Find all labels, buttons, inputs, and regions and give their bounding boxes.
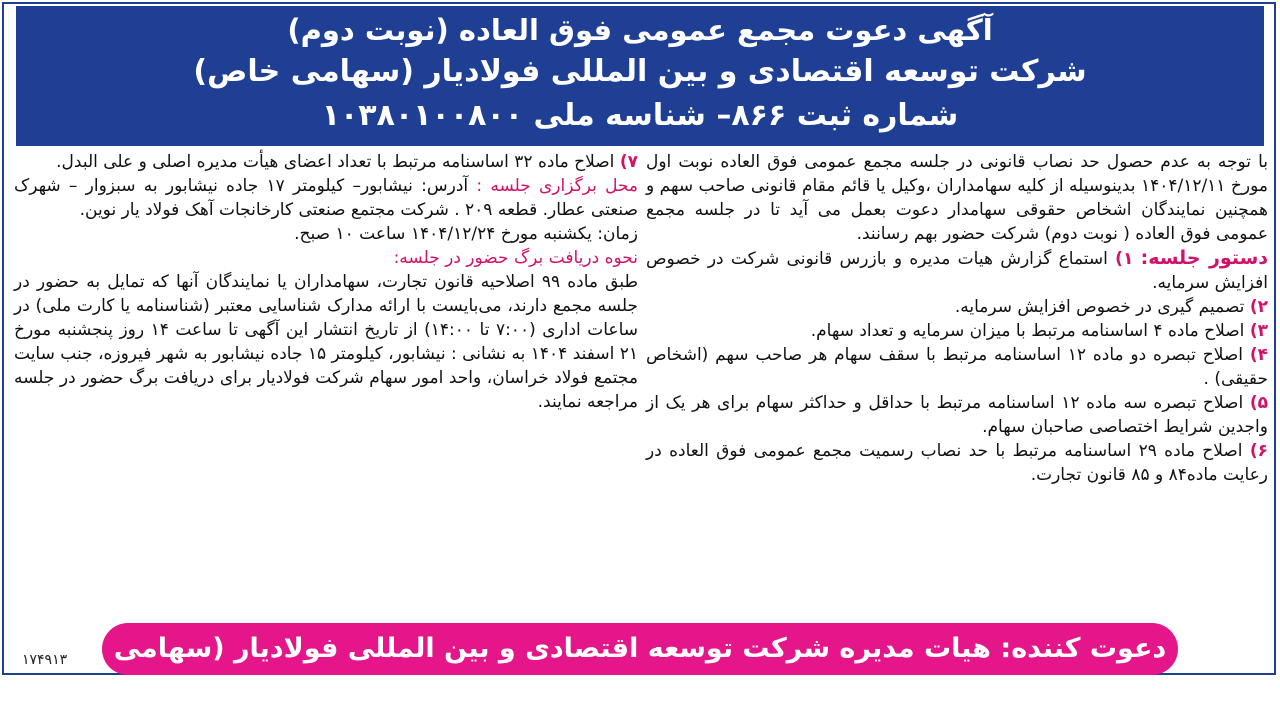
agenda-item-number: ۷): [619, 152, 638, 172]
intro-paragraph: با توجه به عدم حصول حد نصاب قانونی در جلسه مجمع عمومی فوق العاده نوبت اول مورخ ۱۴۰۴/۱۲/۱۱ بدینوسیله از کلیه سهامداران ،وکیل یا قائم مقام قانونی صاحب سهم و همچنین نمایندگان اشخاص حقوقی سهامدار دعوت بعمل می آید تا در جلسه مجمع عمومی فوق العاده ( نوبت دوم) شرکت حضور بهم رسانند.: [646, 152, 1268, 244]
right-column: [646, 150, 1268, 487]
meeting-time: زمان: یکشنبه مورخ ۱۴۰۴/۱۲/۲۴ ساعت ۱۰ صبح.: [294, 224, 638, 244]
agenda-item-5: [646, 391, 1268, 439]
agenda-item-text: اصلاح ماده ۲۹ اساسنامه مرتبط با حد نصاب رسمیت مجمع عمومی فوق العاده در رعایت ماده۸۴ و ۸۵ قانون تجارت.: [646, 441, 1268, 485]
company-name: شرکت توسعه اقتصادی و بین المللی فولادیار (سهامی خاص): [193, 54, 1087, 89]
agenda-item-text: استماع گزارش هیات مدیره و بازرس قانونی شرکت در خصوص افزایش سرمایه.: [646, 249, 1268, 293]
agenda-item-number: ۲): [1249, 297, 1268, 317]
agenda-item-7: [14, 150, 638, 174]
agenda-item-text: تصمیم گیری در خصوص افزایش سرمایه.: [954, 297, 1245, 317]
ad-title: آگهی دعوت مجمع عمومی فوق العاده (نوبت دوم): [287, 13, 993, 47]
agenda-item-6: [646, 439, 1268, 487]
agenda-item-1: [646, 246, 1268, 295]
agenda-item-text: اصلاح تبصره دو ماده ۱۲ اساسنامه مرتبط با سقف سهام هر صاحب سهم (اشخاص حقیقی) .: [646, 345, 1268, 389]
agenda-item-number: ۳): [1249, 321, 1268, 341]
ad-header: [16, 6, 1264, 146]
ad-code: ۱۷۴۹۱۳: [22, 652, 68, 668]
agenda-item-2: [646, 295, 1268, 319]
left-column: [14, 150, 638, 414]
inviter-banner: دعوت کننده: هیات مدیره شرکت توسعه اقتصادی و بین المللی فولادیار (سهامی خاص): [102, 623, 1178, 675]
agenda-item-3: [646, 319, 1268, 343]
agenda-item-number: ۵): [1249, 393, 1268, 413]
venue-paragraph: [14, 174, 638, 222]
venue-label: محل برگزاری جلسه :: [476, 176, 639, 196]
agenda-label: دستور جلسه:: [1140, 247, 1269, 269]
agenda-item-4: [646, 343, 1268, 391]
agenda-item-text: اصلاح ماده ۴ اساسنامه مرتبط با میزان سرمایه و تعداد سهام.: [810, 321, 1245, 341]
agenda-item-number: ۴): [1249, 345, 1269, 365]
agenda-item-text: اصلاح تبصره سه ماده ۱۲ اساسنامه مرتبط با حداقل و حداکثر سهام برای هر یک از واجدین شرایط اختصاصی صاحبان سهام.: [646, 393, 1268, 437]
attendance-heading: نحوه دریافت برگ حضور در جلسه:: [393, 248, 638, 268]
agenda-item-number: ۱): [1115, 249, 1134, 269]
venue-text: آدرس: نیشابور– کیلومتر ۱۷ جاده نیشابور به سبزوار – شهرک صنعتی عطار. قطعه ۲۰۹ . شرکت مجتمع صنعتی کارخانجات آهک فولاد یار نوین.: [14, 176, 638, 220]
attendance-text: طبق ماده ۹۹ اصلاحیه قانون تجارت، سهامداران یا نمایندگان آنها که تمایل به حضور در جلسه مجمع دارند، می‌بایست با ارائه مدارک شناسایی معتبر (شناسنامه یا کارت ملی) در ساعات اداری (۷:۰۰ تا ۱۴:۰۰) از تاریخ انتشار این آگهی تا ساعت ۱۴ روز پنجشنبه مورخ ۲۱ اسفند ۱۴۰۴ به نشانی : نیشابور، کیلومتر ۱۵ جاده نیشابور به شهر فیروزه، جنب سایت مجتمع فولاد خراسان، واحد امور سهام شرکت فولادیار برای دریافت برگ حضور در جلسه مراجعه نمایند.: [14, 272, 638, 412]
agenda-item-text: اصلاح ماده ۳۲ اساسنامه مرتبط با تعداد اعضای هیأت مدیره اصلی و علی البدل.: [56, 152, 615, 172]
registration-info: شماره ثبت ۸۶۶– شناسه ملی ۱۰۳۸۰۱۰۰۸۰۰: [321, 98, 959, 133]
agenda-item-number: ۶): [1249, 441, 1268, 461]
